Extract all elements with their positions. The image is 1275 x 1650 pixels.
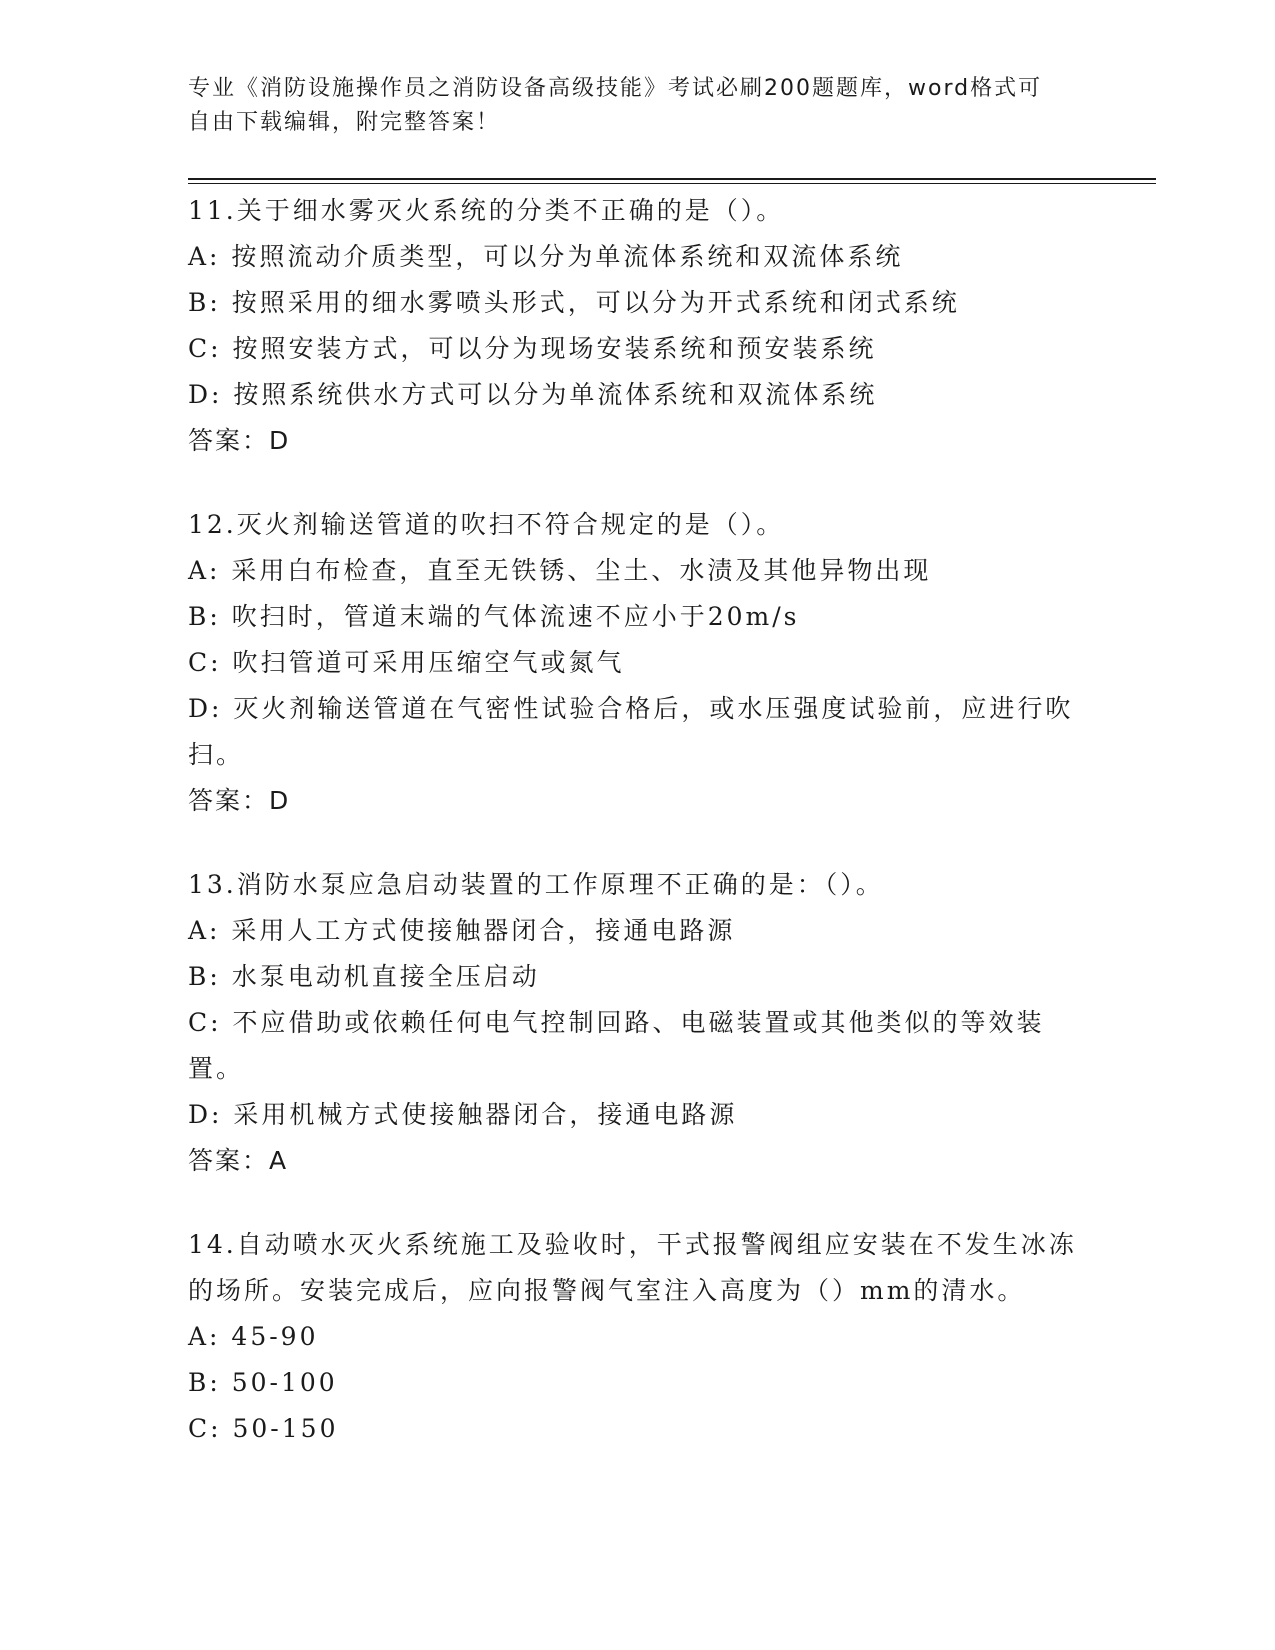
option-d: D: 灭火剂输送管道在气密性试验合格后，或水压强度试验前，应进行吹扫。 — [188, 694, 1074, 769]
header-divider-thin — [188, 183, 1156, 184]
answer-text: 答案：D — [188, 786, 291, 815]
option-d: D: 按照系统供水方式可以分为单流体系统和双流体系统 — [188, 380, 878, 409]
option-c: C: 吹扫管道可采用压缩空气或氮气 — [188, 648, 625, 677]
option-c: C: 按照安装方式，可以分为现场安装系统和预安装系统 — [188, 334, 877, 363]
option-b: B: 水泵电动机直接全压启动 — [188, 962, 540, 991]
option-c: C: 50-150 — [188, 1414, 339, 1443]
question-list — [188, 188, 1088, 1490]
option-a: A: 按照流动介质类型，可以分为单流体系统和双流体系统 — [188, 242, 904, 271]
question-13 — [188, 862, 1088, 1184]
header-line-1: 专业《消防设施操作员之消防设备高级技能》考试必刷200题题库，word格式可 — [188, 76, 1043, 101]
document-header — [188, 72, 1068, 140]
header-divider-thick — [188, 178, 1156, 180]
question-text: 12.灭火剂输送管道的吹扫不符合规定的是（）。 — [188, 510, 785, 539]
option-b: B: 吹扫时，管道末端的气体流速不应小于20m/s — [188, 602, 800, 631]
answer-text: 答案：A — [188, 1146, 289, 1175]
answer-text: 答案：D — [188, 426, 291, 455]
option-c: C: 不应借助或依赖任何电气控制回路、电磁装置或其他类似的等效装置。 — [188, 1008, 1045, 1083]
header-line-2: 自由下载编辑，附完整答案！ — [188, 110, 501, 135]
question-text: 11.关于细水雾灭火系统的分类不正确的是（）。 — [188, 196, 785, 225]
question-text: 14.自动喷水灭火系统施工及验收时，干式报警阀组应安装在不发生冰冻的场所。安装完成后，应向报警阀气室注入高度为（）mm的清水。 — [188, 1230, 1077, 1305]
option-b: B: 按照采用的细水雾喷头形式，可以分为开式系统和闭式系统 — [188, 288, 960, 317]
question-text: 13.消防水泵应急启动装置的工作原理不正确的是：（）。 — [188, 870, 884, 899]
question-14 — [188, 1222, 1088, 1452]
question-11 — [188, 188, 1088, 464]
option-a: A: 45-90 — [188, 1322, 319, 1351]
option-a: A: 采用白布检查，直至无铁锈、尘土、水渍及其他异物出现 — [188, 556, 932, 585]
option-b: B: 50-100 — [188, 1368, 338, 1397]
option-a: A: 采用人工方式使接触器闭合，接通电路源 — [188, 916, 736, 945]
option-d: D: 采用机械方式使接触器闭合，接通电路源 — [188, 1100, 738, 1129]
question-12 — [188, 502, 1088, 824]
